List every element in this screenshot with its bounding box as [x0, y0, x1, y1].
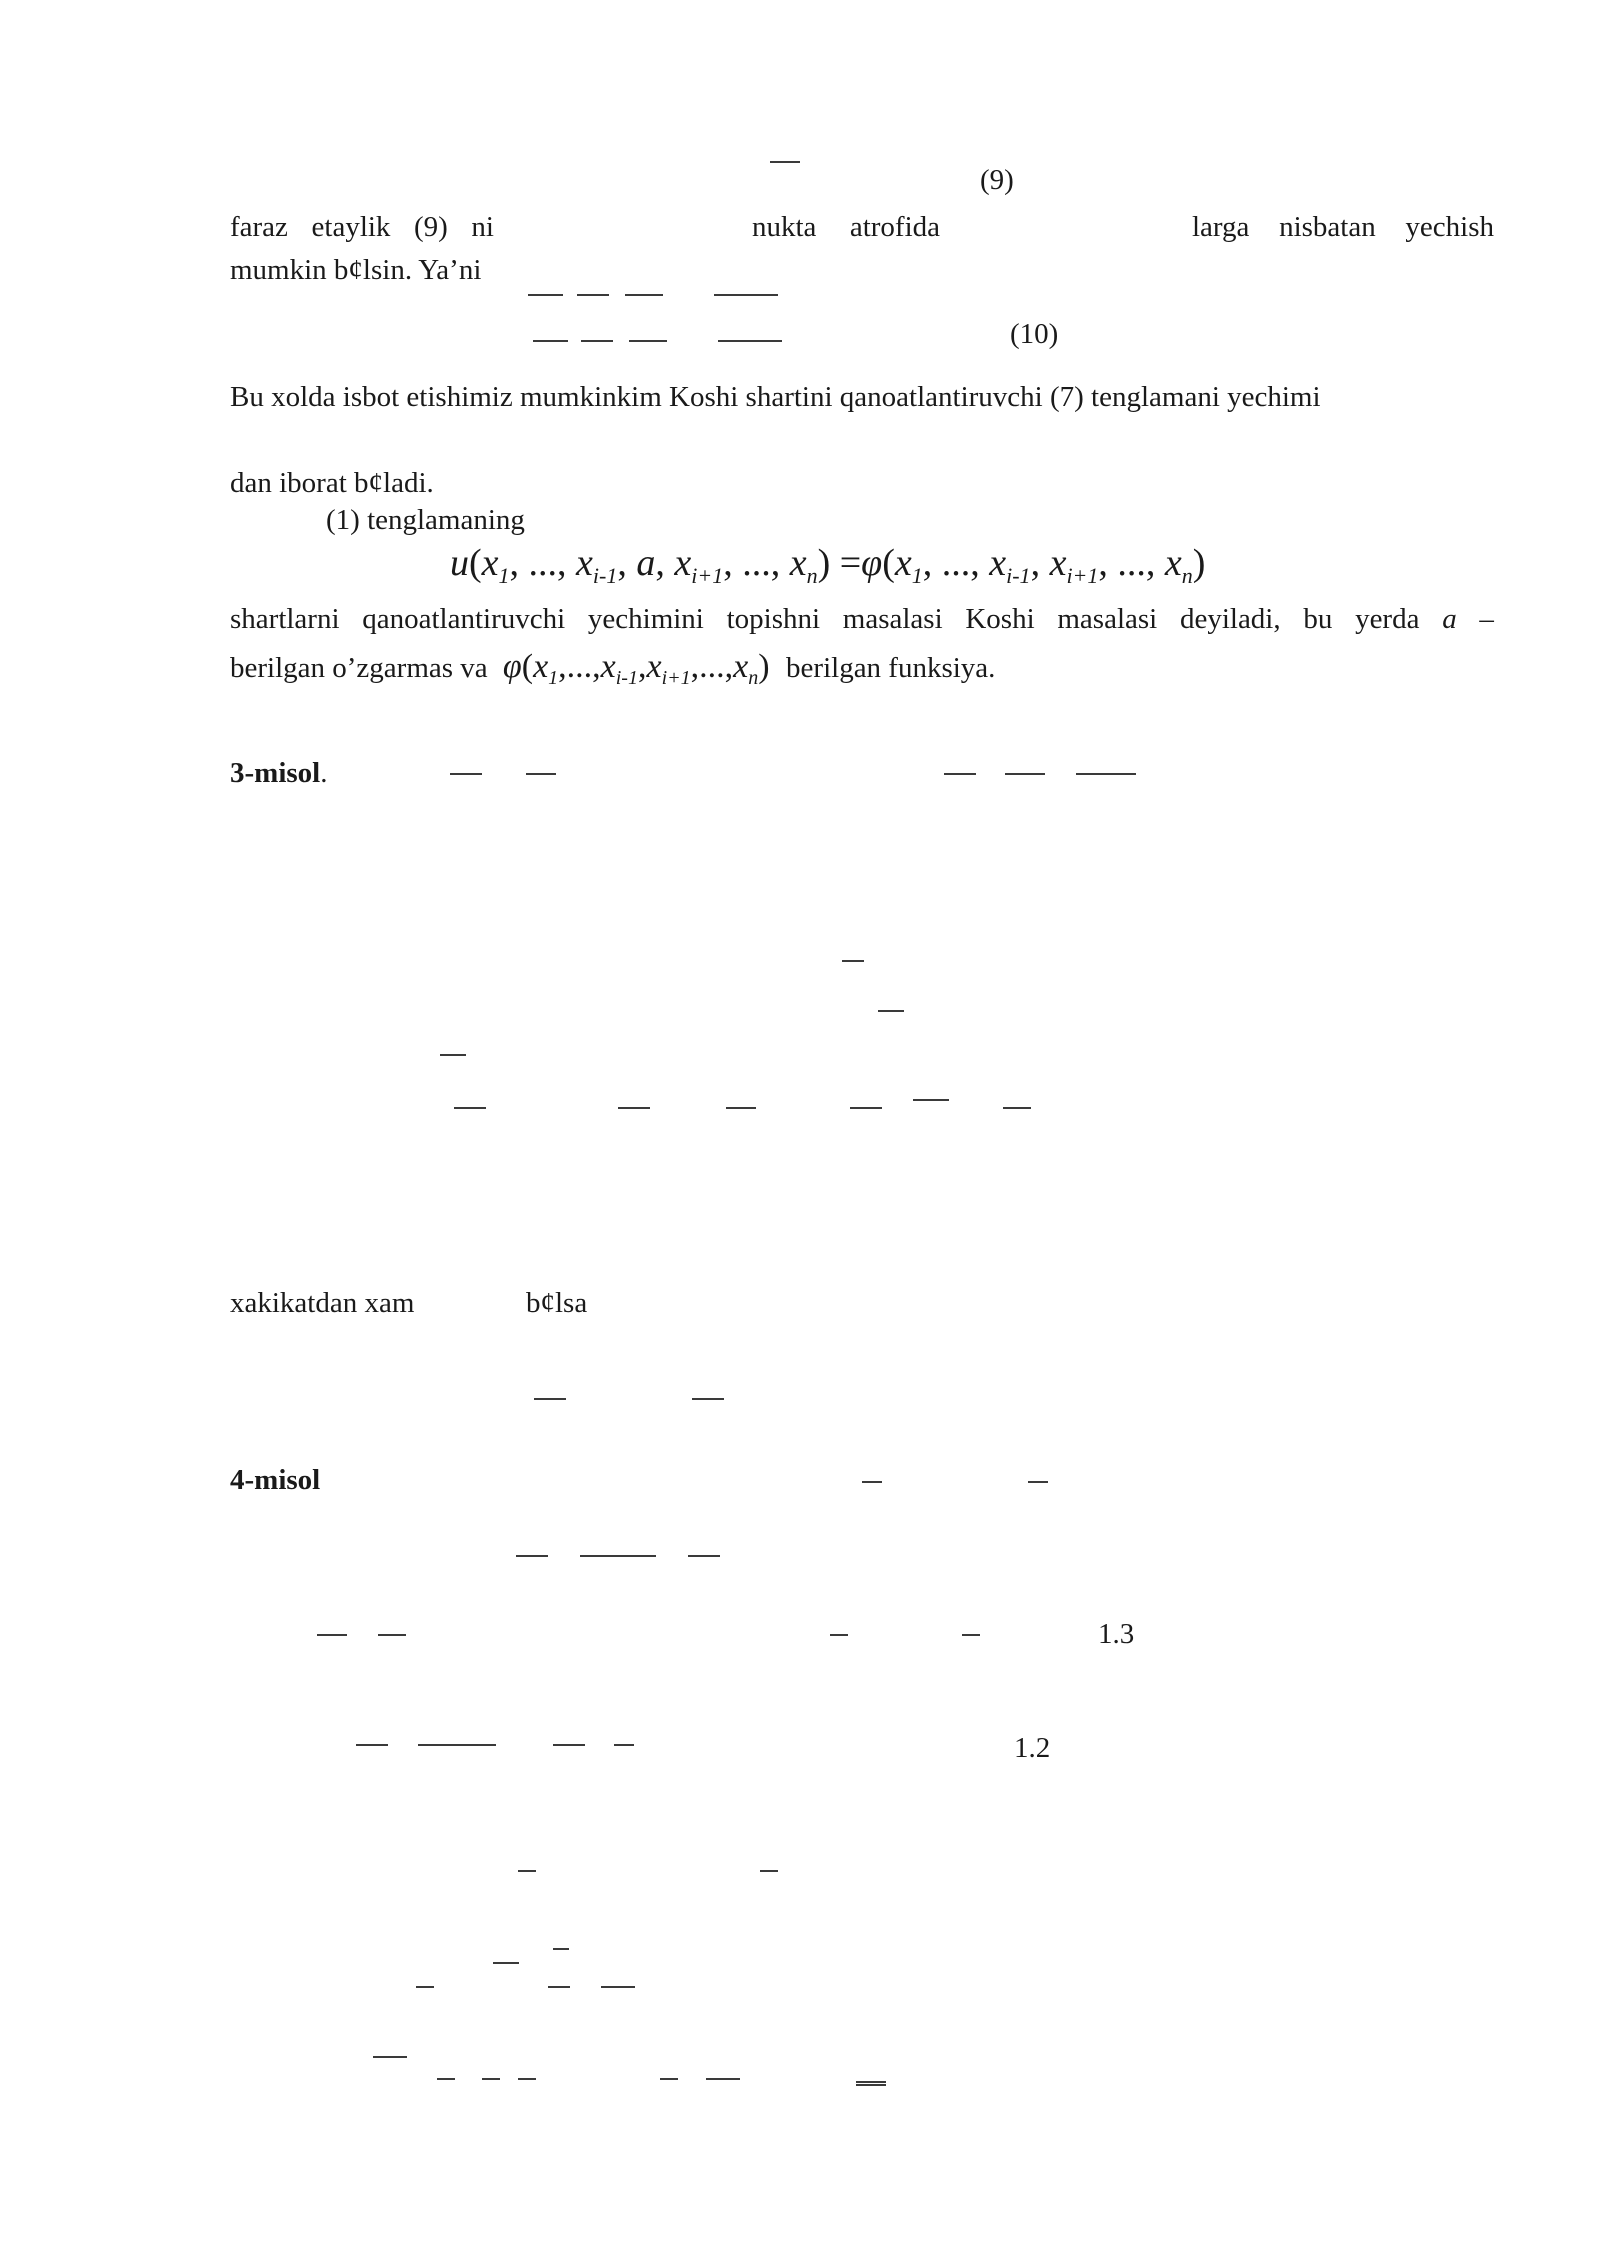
formula-fraction-bar [830, 1634, 848, 1636]
formula-fraction-bar [760, 1870, 778, 1872]
example-3-heading [230, 756, 327, 790]
formula-fraction-bar [1076, 773, 1136, 775]
math-subscript: i-1 [615, 667, 638, 689]
equation-number-1-2: 1.2 [1014, 1732, 1051, 1764]
word: yechimini [587, 603, 704, 635]
text-line-faraz-etaylik [230, 210, 494, 244]
formula-fraction-bar [416, 1986, 434, 1988]
word: (9) [414, 211, 448, 243]
paragraph-bu-xolda: Bu xolda isbot etishimiz mumkinkim Koshi shartini qanoatlantiruvchi (7) tenglamani yechimi [230, 381, 1321, 413]
formula-fraction-bar [1005, 773, 1045, 775]
math-subscript: n [1181, 563, 1193, 588]
math-subscript: n [806, 563, 818, 588]
formula-fraction-bar [580, 1555, 656, 1557]
word: topishni [726, 603, 821, 635]
word: yechish [1405, 211, 1494, 243]
formula-fraction-bar [618, 1107, 650, 1109]
formula-fraction-bar [962, 1634, 980, 1636]
formula-fraction-bar [944, 773, 976, 775]
math-subscript: 1 [548, 667, 559, 689]
formula-fraction-bar [533, 340, 568, 342]
math-symbol: x [894, 542, 912, 584]
word: nukta [752, 211, 817, 243]
math-dots: ... [742, 542, 771, 584]
formula-fraction-bar [1003, 1107, 1031, 1109]
math-subscript: n [748, 667, 759, 689]
formula-fraction-bar [726, 1107, 756, 1109]
math-symbol: x [1164, 542, 1182, 584]
formula-fraction-bar [862, 1481, 882, 1483]
formula-fraction-bar [842, 960, 864, 962]
example-label: 3-misol [230, 757, 321, 789]
formula-fraction-bar [770, 161, 800, 163]
text-berilgan-ozgarmas: berilgan o’zgarmas va [230, 652, 488, 684]
formula-fraction-bar [913, 1099, 949, 1101]
cauchy-condition-formula: $u(x_1$, ..., $x_{i-1}$, a, $x_{i+1}$, ..., $x_n) =\varphi(x_1$, ..., $x_{i-1}$, $x_{i+1}$, ..., $x_n$) [450, 542, 1206, 588]
word: yerda [1355, 603, 1420, 635]
math-subscript: 1 [911, 563, 923, 588]
formula-fraction-bar [440, 1054, 466, 1056]
math-dots: ... [941, 542, 971, 584]
text-line-berilgan [230, 648, 996, 689]
math-symbol: x [646, 648, 662, 685]
example-4-heading: 4-misol [230, 1464, 321, 1496]
math-subscript: i+1 [691, 563, 724, 588]
equation-number-1-3: 1.3 [1098, 1618, 1135, 1650]
formula-fraction-bar [878, 1010, 904, 1012]
math-symbol: x [733, 648, 749, 685]
formula-fraction-bar [601, 1986, 635, 1988]
math-dots: ... [699, 648, 725, 685]
formula-fraction-bar [577, 294, 609, 296]
formula-fraction-bar [418, 1744, 496, 1746]
math-symbol: x [989, 542, 1007, 584]
math-subscript: i+1 [1066, 563, 1099, 588]
formula-fraction-bar [1028, 1481, 1048, 1483]
word: – [1479, 603, 1494, 635]
word: a [1442, 603, 1457, 635]
math-dots: ... [566, 648, 593, 685]
math-subscript: i-1 [1006, 563, 1031, 588]
formula-fraction-bar [581, 340, 613, 342]
word: masalasi [1057, 603, 1158, 635]
equation-number-9: (9) [980, 164, 1014, 196]
formula-fraction-bar [534, 1398, 566, 1400]
math-symbol: x [533, 648, 549, 685]
formula-fraction-bar [688, 1555, 720, 1557]
formula-fraction-bar [437, 2078, 455, 2080]
math-symbol: φ [502, 648, 522, 685]
formula-fraction-bar [518, 2078, 536, 2080]
formula-fraction-bar [692, 1398, 724, 1400]
text-bclsa: b¢lsa [526, 1287, 588, 1319]
equation-number-10: (10) [1010, 318, 1059, 350]
math-symbol: x [674, 542, 692, 584]
formula-double-bar [856, 2081, 886, 2086]
punctuation: . [320, 757, 328, 789]
formula-fraction-bar [516, 1555, 548, 1557]
math-symbol: x [789, 542, 807, 584]
inline-function-formula: $\varphi(x_1,...,x_{i-1},x_{i+1},...,x_n)$ [502, 648, 770, 689]
formula-fraction-bar [718, 340, 782, 342]
math-symbol: x [481, 542, 499, 584]
math-symbol: x [1049, 542, 1067, 584]
formula-fraction-bar [548, 1986, 570, 1988]
formula-fraction-bar [553, 1948, 569, 1950]
word: Koshi [965, 603, 1035, 635]
formula-fraction-bar [493, 1962, 519, 1964]
math-subscript: i+1 [661, 667, 691, 689]
formula-fraction-bar [454, 1107, 486, 1109]
word: atrofida [849, 211, 940, 243]
formula-fraction-bar [660, 2078, 678, 2080]
math-subscript: i-1 [592, 563, 618, 588]
math-dots: ... [528, 542, 558, 584]
math-dots: ... [1117, 542, 1146, 584]
formula-fraction-bar [450, 773, 482, 775]
formula-fraction-bar [482, 2078, 500, 2080]
word: ni [471, 211, 494, 243]
math-subscript: 1 [498, 563, 510, 588]
formula-fraction-bar [625, 294, 663, 296]
formula-fraction-bar [526, 773, 556, 775]
text-xakikatdan-xam: xakikatdan xam [230, 1287, 415, 1319]
word: qanoatlantiruvchi [362, 603, 566, 635]
word: nisbatan [1279, 211, 1376, 243]
formula-fraction-bar [714, 294, 778, 296]
text-nukta-atrofida [752, 210, 940, 244]
text-larga-nisbatan-yechish [1192, 210, 1494, 244]
formula-fraction-bar [706, 2078, 740, 2080]
word: etaylik [311, 211, 391, 243]
word: shartlarni [230, 603, 340, 635]
word: larga [1192, 211, 1250, 243]
formula-fraction-bar [378, 1634, 406, 1636]
math-symbol: x [600, 648, 616, 685]
word: masalasi [842, 603, 943, 635]
formula-fraction-bar [356, 1744, 388, 1746]
text-berilgan-funksiya: berilgan funksiya. [786, 652, 996, 684]
formula-fraction-bar [373, 2056, 407, 2058]
text-tenglamaning: (1) tenglamaning [326, 504, 525, 536]
formula-fraction-bar [317, 1634, 347, 1636]
formula-fraction-bar [614, 1744, 634, 1746]
formula-fraction-bar [518, 1870, 536, 1872]
math-symbol: a [636, 542, 656, 584]
math-symbol: u [450, 542, 469, 584]
formula-fraction-bar [528, 294, 563, 296]
word: faraz [230, 211, 288, 243]
word: bu [1303, 603, 1333, 635]
formula-fraction-bar [553, 1744, 585, 1746]
math-symbol: x [576, 542, 593, 584]
text-dan-iborat: dan iborat b¢ladi. [230, 467, 434, 499]
word: deyiladi, [1179, 603, 1281, 635]
formula-fraction-bar [850, 1107, 882, 1109]
math-symbol: φ [861, 542, 883, 584]
text-mumkin-bclsin: mumkin b¢lsin. Ya’ni [230, 254, 482, 286]
math-equals: = [839, 542, 862, 584]
formula-fraction-bar [629, 340, 667, 342]
text-line-shartlarni [230, 602, 1494, 636]
